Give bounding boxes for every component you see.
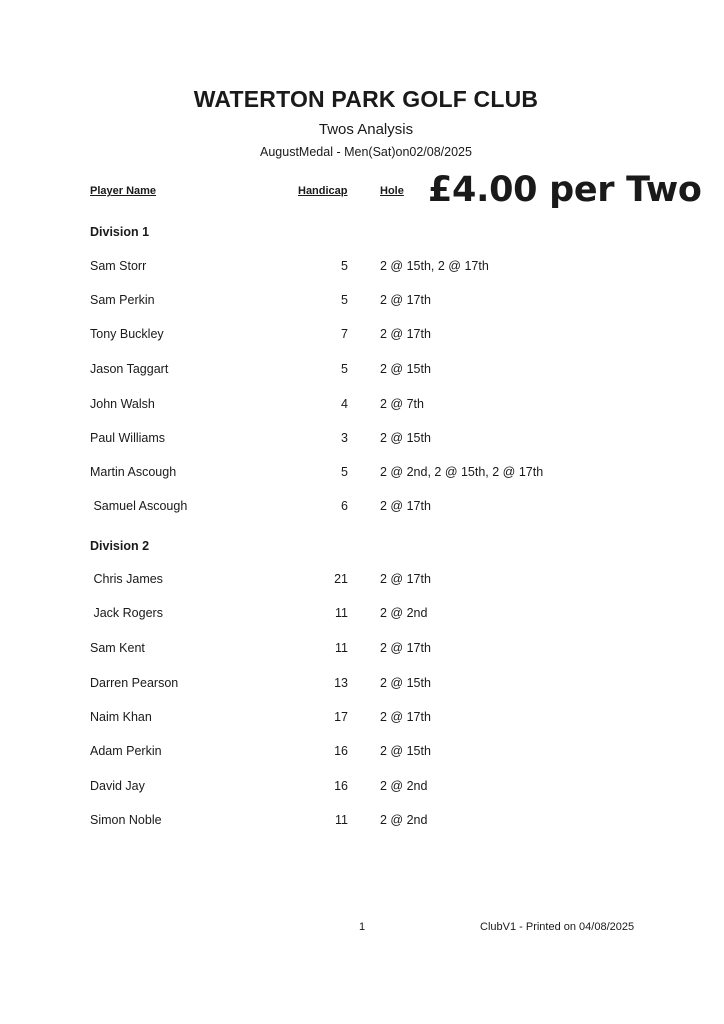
column-header-hole: Hole (380, 185, 404, 197)
player-handicap: 11 (335, 606, 348, 620)
table-row (0, 362, 724, 382)
player-handicap: 6 (341, 499, 348, 513)
table-row (0, 431, 724, 451)
player-twos-holes: 2 @ 15th, 2 @ 17th (380, 259, 489, 273)
player-name: David Jay (90, 779, 145, 793)
player-handicap: 4 (341, 397, 348, 411)
player-twos-holes: 2 @ 17th (380, 572, 431, 586)
table-row (0, 259, 724, 279)
player-name: Tony Buckley (90, 327, 164, 341)
player-handicap: 5 (341, 362, 348, 376)
table-row (0, 744, 724, 764)
player-name: Paul Williams (90, 431, 166, 445)
club-title: WATERTON PARK GOLF CLUB (193, 86, 539, 112)
player-name: Jack Rogers (90, 606, 163, 620)
table-row (0, 813, 724, 833)
table-row (0, 499, 724, 519)
player-twos-holes: 2 @ 2nd, 2 @ 15th, 2 @ 17th (380, 465, 544, 479)
player-twos-holes: 2 @ 15th (380, 362, 431, 376)
player-name: Martin Ascough (90, 465, 177, 479)
player-name: John Walsh (90, 397, 155, 411)
division-heading: Division 1 (90, 225, 150, 239)
price-per-two-annotation: £4.00 per Two (428, 170, 702, 210)
player-handicap: 5 (341, 293, 348, 307)
player-twos-holes: 2 @ 2nd (380, 813, 428, 827)
player-name: Sam Storr (90, 259, 147, 273)
table-row (0, 710, 724, 730)
page-number: 1 (359, 921, 366, 933)
table-row (0, 293, 724, 313)
player-handicap: 21 (334, 572, 348, 586)
table-row (0, 327, 724, 347)
player-twos-holes: 2 @ 17th (380, 327, 431, 341)
player-name: Samuel Ascough (90, 499, 188, 513)
player-handicap: 16 (334, 744, 348, 758)
player-twos-holes: 2 @ 2nd (380, 779, 428, 793)
table-row (0, 676, 724, 696)
table-row (0, 779, 724, 799)
player-handicap: 13 (334, 676, 348, 690)
table-row (0, 641, 724, 661)
division-heading: Division 2 (90, 539, 150, 553)
player-name: Adam Perkin (90, 744, 162, 758)
player-handicap: 11 (335, 641, 348, 655)
player-handicap: 5 (341, 465, 348, 479)
player-twos-holes: 2 @ 7th (380, 397, 424, 411)
table-row (0, 572, 724, 592)
player-name: Sam Perkin (90, 293, 155, 307)
printed-on-footer: ClubV1 - Printed on 04/08/2025 (480, 921, 635, 933)
player-handicap: 5 (341, 259, 348, 273)
player-handicap: 16 (334, 779, 348, 793)
player-name: Chris James (90, 572, 163, 586)
player-twos-holes: 2 @ 17th (380, 293, 431, 307)
player-twos-holes: 2 @ 15th (380, 676, 431, 690)
player-twos-holes: 2 @ 15th (380, 744, 431, 758)
player-handicap: 7 (341, 327, 348, 341)
event-description: AugustMedal - Men(Sat)on02/08/2025 (260, 145, 472, 159)
player-name: Naim Khan (90, 710, 152, 724)
column-header-player-name: Player Name (90, 185, 157, 197)
table-row (0, 606, 724, 626)
player-handicap: 17 (334, 710, 348, 724)
player-twos-holes: 2 @ 17th (380, 499, 431, 513)
player-name: Sam Kent (90, 641, 145, 655)
player-handicap: 11 (335, 813, 348, 827)
table-row (0, 465, 724, 485)
player-handicap: 3 (341, 431, 348, 445)
report-title: Twos Analysis (318, 121, 414, 138)
player-name: Darren Pearson (90, 676, 179, 690)
player-twos-holes: 2 @ 17th (380, 710, 431, 724)
column-header-handicap: Handicap (298, 185, 348, 197)
player-name: Jason Taggart (90, 362, 169, 376)
player-twos-holes: 2 @ 15th (380, 431, 431, 445)
player-twos-holes: 2 @ 17th (380, 641, 431, 655)
player-twos-holes: 2 @ 2nd (380, 606, 428, 620)
table-row (0, 397, 724, 417)
player-name: Simon Noble (90, 813, 162, 827)
